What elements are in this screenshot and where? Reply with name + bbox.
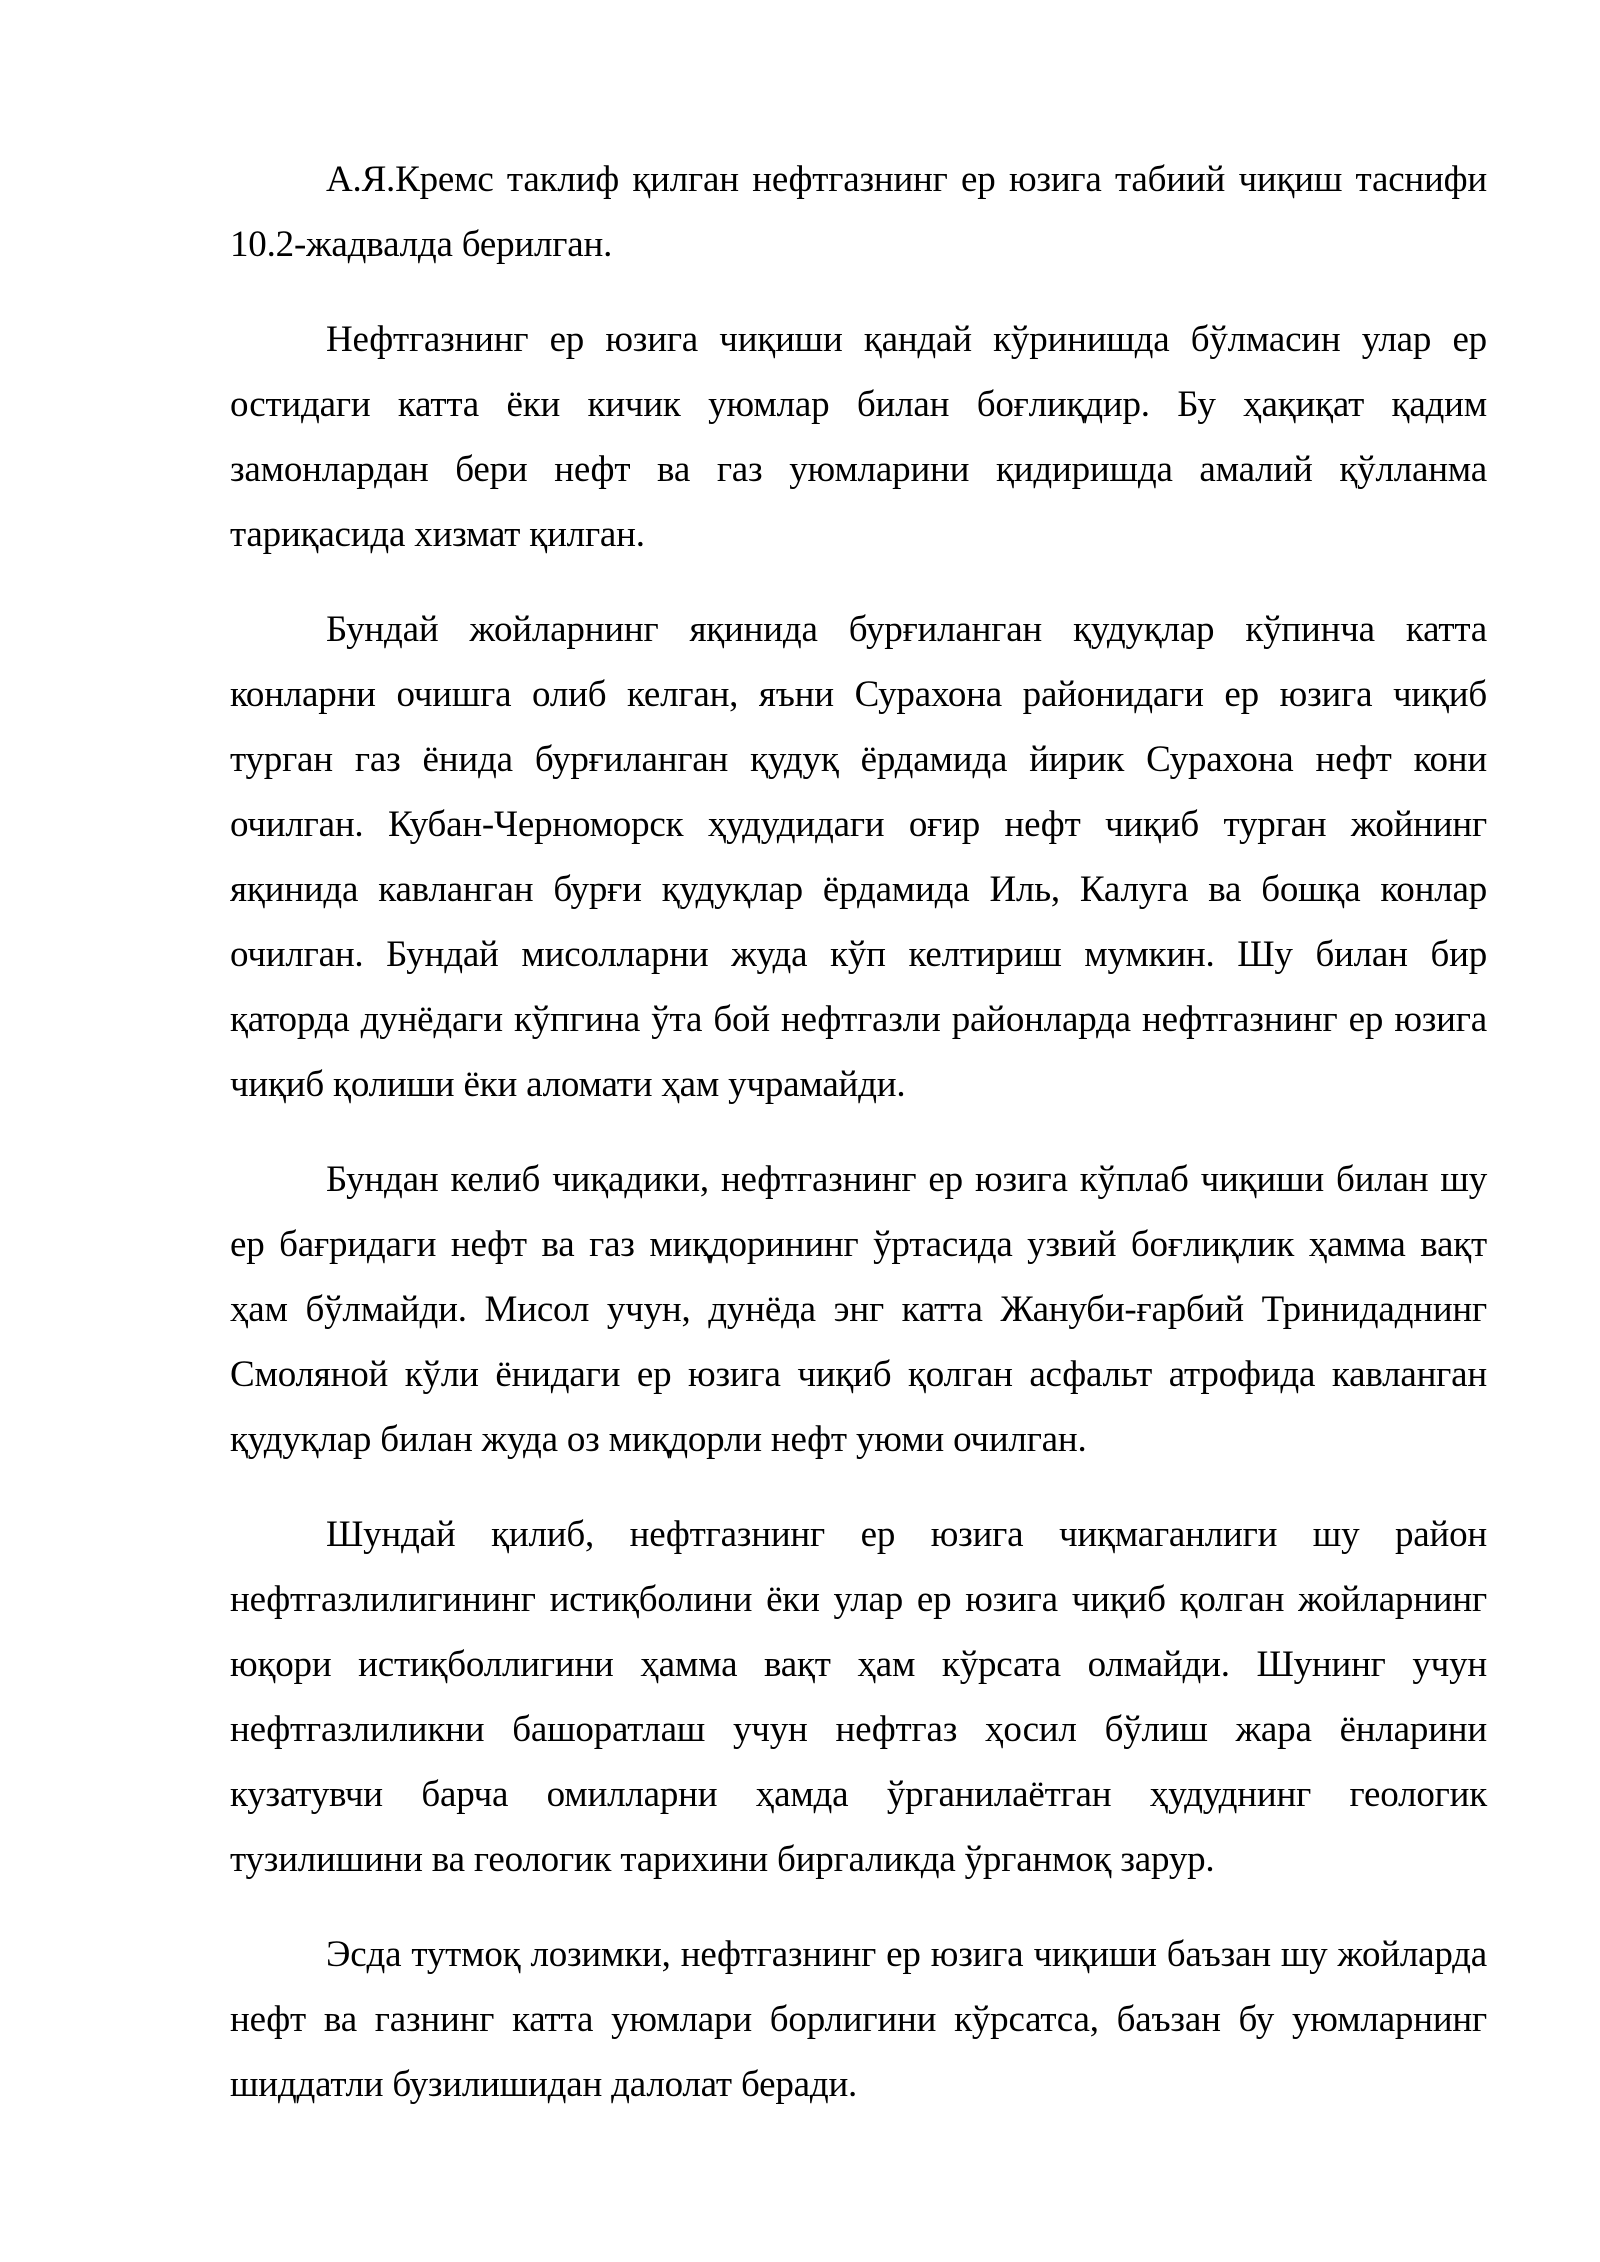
- paragraph-classification: А.Я.Кремс таклиф қилган нефтгазнинг ер юзига табиий чиқиш таснифи 10.2-жадвалда берилган.: [230, 159, 1487, 265]
- paragraph-seepage-link: Нефтгазнинг ер юзига чиқиши қандай кўринишда бўлмасин улар ер остидаги катта ёки кичик уюмлар билан боғлиқдир. Бу ҳақиқат қадим замонлардан бери нефт ва газ уюмларини қидиришда амалий қўлланма тариқасида хизмат қилган.: [230, 319, 1487, 555]
- paragraph-note: Эсда тутмоқ лозимки, нефтгазнинг ер юзига чиқиши баъзан шу жойларда нефт ва газнинг катта уюмлари борлигини кўрсатса, баъзан бу уюмларнинг шиддатли бузилишидан далолат беради.: [230, 1934, 1487, 2105]
- paragraph-examples: Бундай жойларнинг яқинида бурғиланган қудуқлар кўпинча катта конларни очишга олиб келган, яъни Сурахона районидаги ер юзига чиқиб турган газ ёнида бурғиланган қудуқ ёрдамида йирик Сурахона нефт кони очилган. Кубан-Черноморск ҳудудидаги оғир нефт чиқиб турган жойнинг яқинида кавланган бурғи қудуқлар ёрдамида Иль, Калуга ва бошқа конлар очилган. Бундай мисолларни жуда кўп келтириш мумкин. Шу билан бир қаторда дунёдаги кўпгина ўта бой нефтгазли районларда нефтгазнинг ер юзига чиқиб қолиши ёки аломати ҳам учрамайди.: [230, 609, 1487, 1105]
- paragraph-conclusion: Шундай қилиб, нефтгазнинг ер юзига чиқмаганлиги шу район нефтгазлилигининг истиқболини ёки улар ер юзига чиқиб қолган жойларнинг юқори истиқболлигини ҳамма вақт ҳам кўрсата олмайди. Шунинг учун нефтгазлиликни башоратлаш учун нефтгаз ҳосил бўлиш жара ёнларини кузатувчи барча омилларни ҳамда ўрганилаётган ҳудуднинг геологик тузилишини ва геологик тарихини биргаликда ўрганмоқ зарур.: [230, 1514, 1487, 1880]
- paragraph-no-direct-link: Бундан келиб чиқадики, нефтгазнинг ер юзига кўплаб чиқиши билан шу ер бағридаги нефт ва газ миқдорининг ўртасида узвий боғлиқлик ҳамма вақт ҳам бўлмайди. Мисол учун, дунёда энг катта Жануби-ғарбий Тринидаднинг Смоляной кўли ёнидаги ер юзига чиқиб қолган асфальт атрофида кавланган қудуқлар билан жуда оз миқдорли нефт уюми очилган.: [230, 1159, 1487, 1460]
